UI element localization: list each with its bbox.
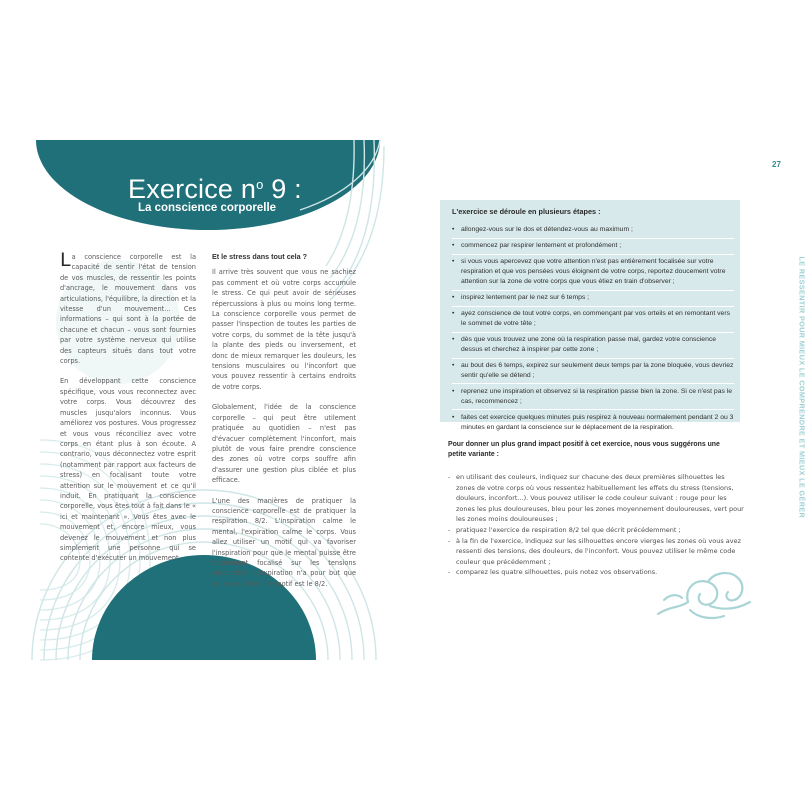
- drop-cap: L: [60, 249, 71, 271]
- stress-heading: Et le stress dans tout cela ?: [212, 252, 308, 261]
- stress-paragraph: Il arrive très souvent que vous ne sachiez pas comment et où votre corps accumule le stress. Ce qui peut avoir de sérieuses répercussions à plus ou moins long terme. La conscience corporelle vous permet de passer l'inspection de toutes les parties de votre corps, du sommet de la tête jusqu'à la plante des pieds ou inversement, et donc de mieux remarquer les douleurs, les tensions musculaires ou l'inconfort que vous pouvez ressentir à certains endroits de votre corps.: [212, 268, 356, 391]
- step-item: • si vous vous apercevez que votre attention n'est pas entièrement focalisée sur votre respiration et que vos pensées vous éloignent de votre corps, reportez doucement votre attention sur la zone de votre corps que vous étiez en train d'observer ;: [452, 257, 734, 290]
- swirl-ornament-icon: [650, 566, 760, 626]
- steps-list: [452, 225, 734, 438]
- exercise-subtitle: La conscience corporelle: [138, 202, 277, 214]
- page-number: 27: [772, 160, 781, 169]
- variant-item: - pratiquez l'exercice de respiration 8/2 tel que décrit précédemment ;: [448, 525, 744, 536]
- step-item: • faites cet exercice quelques minutes puis respirez à nouveau normalement pendant 2 ou 3 minutes en gardant la conscience sur le déplacement de la respiration.: [452, 413, 734, 435]
- step-item: • commencez par respirer lentement et profondément ;: [452, 241, 734, 255]
- steps-title: L'exercice se déroule en plusieurs étapes :: [452, 207, 601, 216]
- step-item: • reprenez une inspiration et observez si la respiration passe bien la zone. Si ce n'est pas le cas, recommencez ;: [452, 387, 734, 410]
- intro-paragraph: La conscience corporelle est la capacité de sentir l'état de tension de vos muscles, de ressentir les points d'ancrage, le mouvement dans vos articulations, l'équilibre, la direction et la vitesse d'un mouvement... Ces informations – qui sont à la portée de chacune et chacun – vous sont fournies par votre système nerveux qui utilise des capteurs situés dans tout votre corps.: [60, 249, 196, 366]
- variant-item: - comparez les quatre silhouettes, puis notez vos observations.: [448, 567, 744, 578]
- running-side-title: LE RESSENTIR POUR MIEUX LE COMPRENDRE ET MIEUX LE GÉRER: [797, 256, 807, 519]
- variant-item: - en utilisant des couleurs, indiquez sur chacune des deux premières silhouettes les zones de votre corps où vous ressentez habituellement les effets du stress (tensions, douleurs, inconfort...). Vous pouvez utiliser le code couleur suivant : rouge pour les zones les plus douloureuses, bleu pour les zones moyennement douloureuses, vert pour les zones moins douloureuses ;: [448, 472, 744, 525]
- step-item: • allongez-vous sur le dos et détendez-vous au maximum ;: [452, 225, 734, 239]
- step-item: • au bout des 6 temps, expirez sur seulement deux temps par la zone bloquée, vous devriez sentir qu'elle se détend ;: [452, 361, 734, 384]
- step-item: • inspirez lentement par le nez sur 6 temps ;: [452, 293, 734, 307]
- intro-paragraph: En développant cette conscience spécifique, vous vous reconnectez avec votre corps. Vous découvrez des muscles jusqu'alors inconnus. Vous améliorez vos postures. Vous progressez et vous vous réconciliez avec votre corps en étant plus à son écoute. A contrario, vous déconnectez votre esprit (notamment par rapport aux facteurs de stress) en focalisant toute votre attention sur le mouvement et ce qu'il induit. En pratiquant la conscience corporelle, vous êtes tout à fait dans le « ici et maintenant ». Vous êtes avec le mouvement et, encore mieux, vous devenez le mouvement et non plus simplement une personne qui se contente d'exécuter un mouvement.: [60, 377, 196, 563]
- intro-column: [60, 249, 196, 574]
- variant-item: - à la fin de l'exercice, indiquez sur les silhouettes encore vierges les zones où vous avez ressenti des tensions, des douleurs, de l'inconfort. Vous pouvez utiliser le même code couleur que précédemment ;: [448, 536, 744, 568]
- variant-list: [448, 472, 744, 578]
- exercise-title: Exercice $n^o$ 9 :: [128, 174, 302, 204]
- stress-paragraph: L'une des manières de pratiquer la conscience corporelle est de pratiquer la respiration 8/2. L'inspiration calme le mental, l'expiration calme le corps. Vous allez utiliser un motif qui va favoriser l'inspiration pour que le mental puisse être totalement focalisé sur les tensions corporelles. L'expiration n'a pour but que de les relâcher. Ce motif est le 8/2.: [212, 496, 356, 588]
- step-item: • dès que vous trouvez une zone où la respiration passe mal, gardez votre conscience dessus et cherchez à inspirer par cette zone ;: [452, 335, 734, 358]
- stress-column: [212, 252, 356, 599]
- stress-paragraph: Globalement, l'idée de la conscience corporelle – qui peut être utilement pratiquée au quotidien – n'est pas d'évacuer complètement l'inconfort, mais plutôt de vous faire prendre conscience des zones où votre corps souffre afin d'assurer une gestion plus ciblée et plus efficace.: [212, 403, 356, 485]
- step-item: • ayez conscience de tout votre corps, en commençant par vos orteils et en remontant vers le sommet de votre tête ;: [452, 309, 734, 332]
- variant-title: Pour donner un plus grand impact positif à cet exercice, nous vous suggérons une petite variante :: [448, 441, 720, 458]
